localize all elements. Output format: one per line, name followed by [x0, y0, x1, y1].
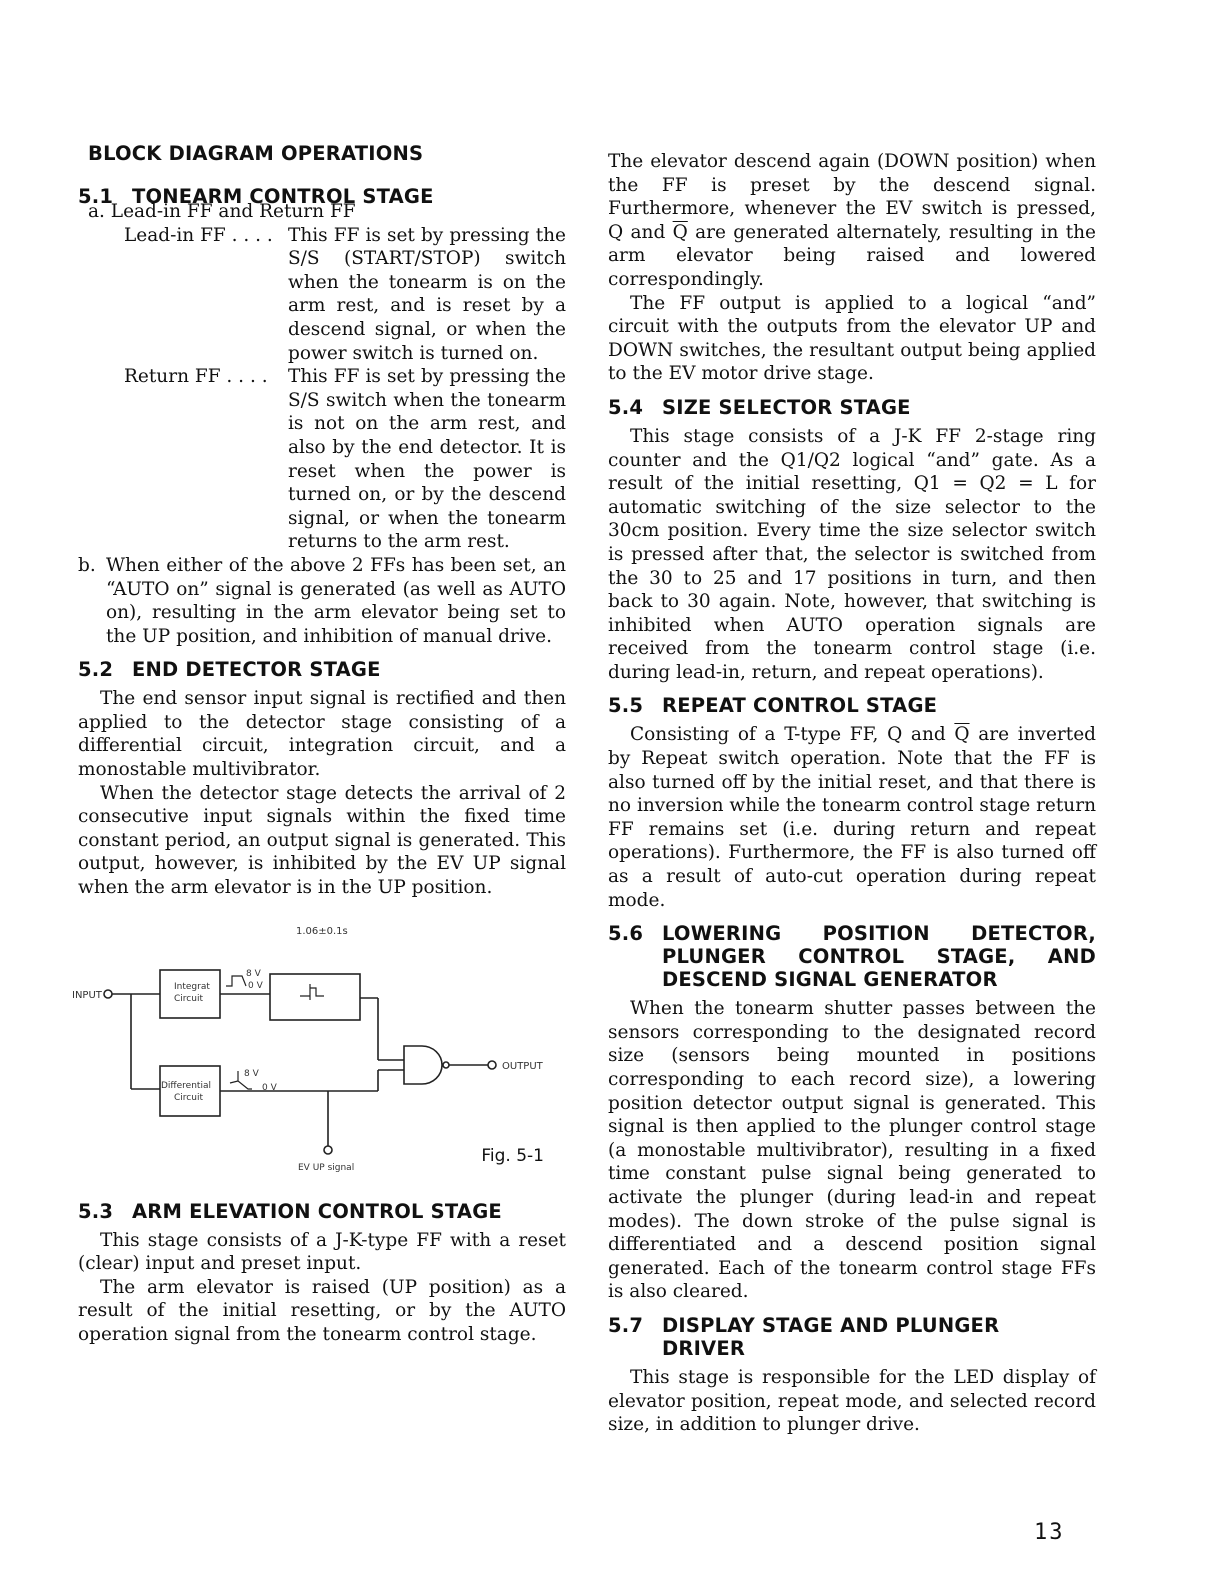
page-heading: BLOCK DIAGRAM OPERATIONS: [88, 142, 424, 165]
section-5-5-paragraph-1: [608, 723, 1096, 912]
section-number: 5.5: [608, 694, 644, 718]
input-label: INPUT: [72, 989, 102, 1001]
q-bar-symbol: $\overline{Q}$: [954, 724, 970, 746]
section-title: [662, 922, 1096, 991]
return-ff-text: This FF is set by pressing the S/S switch when the tonearm is not on the arm rest, and also by the end detector. It is reset when the power is turned on, or by the descend signal, or when the tonearm returns to the arm rest.: [288, 366, 566, 553]
differential-label-2: Circuit: [174, 1092, 203, 1103]
timing-label: 1.06±0.1s: [296, 925, 348, 937]
voltage-8v-top: 8 V: [246, 968, 261, 979]
leadin-ff-label: Lead-in FF . . . .: [124, 224, 273, 246]
evup-terminal: [324, 1146, 332, 1154]
section-5-3-paragraph-2: The arm elevator is raised (UP position) as a result of the initial resetting, or by the AUTO operation signal from the tonearm control stage.: [78, 1276, 566, 1345]
elevation-continued-paragraph-2: The FF output is applied to a logical “and” circuit with the outputs from the elevator UP and DOWN switches, the resultant output being applied to the EV motor drive stage.: [608, 292, 1096, 385]
section-title-line-1: DISPLAY STAGE AND PLUNGER: [662, 1313, 1000, 1337]
return-ff-row: [78, 365, 566, 554]
elevation-continued-paragraph-1: [608, 150, 1096, 292]
right-column: [608, 142, 1096, 1437]
differential-label-1: Differential: [161, 1080, 211, 1091]
section-title: REPEAT CONTROL STAGE: [662, 694, 938, 718]
left-column: [72, 142, 566, 1347]
page-number: 13: [1034, 1520, 1065, 1545]
evup-label: EV UP signal: [298, 1162, 355, 1173]
subitem-b-text: When either of the above 2 FFs has been set, an “AUTO on” signal is generated (as well as AUTO on), resulting in the arm elevator being set to the UP position, and inhibition of manual drive.: [106, 554, 566, 647]
subitem-a-label: a. Lead-in FF and Return FF: [88, 201, 356, 222]
section-5-6-paragraph-1: When the tonearm shutter passes between the sensors corresponding to the designated record size (sensors being mounted in positions corresponding to each record size), a lowering position detector output signal is generated. This signal is then applied to the plunger control stage (a monostable multivibrator), resulting in a fixed time constant pulse signal being generated to activate the plunger (during lead-in and repeat modes). The down stroke of the pulse signal is differentiated and a descend position signal generated. Each of the tonearm control stage FFs is also cleared.: [608, 998, 1096, 1303]
text-run: are inverted by Repeat switch operation. Note that the FF is also turned off by the initial reset, and that there is no inversion while the tonearm control stage return FF remains set (i.e. during return and repeat operations). Furthermore, the FF is also turned off as a result of auto-cut operation during repeat mode.: [608, 724, 1096, 911]
leadin-ff-row: [78, 224, 566, 366]
voltage-0v-top: 0 V: [248, 980, 263, 991]
voltage-0v-bottom: 0 V: [262, 1082, 277, 1093]
subitem-b-label: b.: [78, 554, 96, 576]
output-label: OUTPUT: [502, 1060, 543, 1072]
section-number: 5.2: [78, 658, 114, 682]
output-terminal: [488, 1061, 496, 1069]
section-5-2-paragraph-2: When the detector stage detects the arrival of 2 consecutive input signals within the fixed time constant period, an output signal is generated. This output, however, is inhibited by the EV UP signal when the arm elevator is in the UP position.: [78, 782, 566, 899]
inverter-bubble: [443, 1062, 449, 1068]
section-5-5-heading: [608, 694, 1096, 717]
section-title: END DETECTOR STAGE: [132, 658, 381, 682]
input-terminal: [104, 990, 112, 998]
section-number: 5.7: [608, 1313, 644, 1337]
section-5-4-paragraph-1: This stage consists of a J-K FF 2-stage ring counter and the Q1/Q2 logical “and” gate. As a result of the initial resetting, Q1 = Q2 = L for automatic switching of the size selector to the 30cm position. Every time the size selector switch is pressed after that, the selector is switched from the 30 to 25 and 17 positions in turn, and then back to 30 again. Note, however, that switching is inhibited when AUTO operation signals are received from the tonearm control stage (i.e. during lead-in, return, and repeat operations).: [608, 425, 1096, 683]
section-5-6-heading: [608, 922, 1096, 991]
figure-caption: Fig. 5-1: [481, 1145, 544, 1166]
differential-circuit-box: [160, 1066, 220, 1116]
section-5-3-heading: [78, 1200, 566, 1223]
voltage-8v-bottom: 8 V: [244, 1068, 259, 1079]
section-title-line-2: DRIVER: [662, 1336, 746, 1360]
section-title: [662, 1314, 1096, 1360]
integrating-label-2: Circuit: [174, 993, 203, 1004]
q-bar-symbol: $\overline{Q}$: [672, 221, 688, 243]
text-run: are generated alternately, resulting in the arm elevator being raised and lowered correspondingly.: [608, 221, 1096, 290]
section-number: 5.6: [608, 922, 644, 946]
and-gate: [404, 1046, 442, 1084]
section-title: TONEARM CONTROL STAGE: [132, 185, 434, 208]
section-title: SIZE SELECTOR STAGE: [662, 395, 911, 419]
integrating-label-1: Integrat: [174, 981, 210, 992]
section-title-line-1: LOWERING POSITION DETECTOR,: [662, 922, 1096, 946]
section-5-2-heading: [78, 658, 566, 681]
section-title-line-3: DESCEND SIGNAL GENERATOR: [662, 968, 998, 992]
section-number: 5.3: [78, 1199, 114, 1223]
text-run: Consisting of a T-type FF, Q and: [630, 724, 955, 746]
section-5-3-paragraph-1: This stage consists of a J-K-type FF with a reset (clear) input and preset input.: [78, 1229, 566, 1275]
section-title-line-2: PLUNGER CONTROL STAGE, AND: [662, 945, 1096, 969]
monostable-box: [270, 974, 360, 1020]
return-ff-label: Return FF . . . .: [124, 366, 268, 388]
section-5-7-heading: [608, 1314, 1096, 1360]
section-number: 5.4: [608, 395, 644, 419]
section-5-2-paragraph-1: The end sensor input signal is rectified and then applied to the detector stage consisting of a differential circuit, integration circuit, and a monostable multivibrator.: [78, 688, 566, 781]
section-5-7-paragraph-1: This stage is responsible for the LED display of elevator position, repeat mode, and selected record size, in addition to plunger drive.: [608, 1366, 1096, 1436]
section-title: ARM ELEVATION CONTROL STAGE: [132, 1199, 502, 1223]
leadin-ff-text: This FF is set by pressing the S/S (START/STOP) switch when the tonearm is on the arm rest, and is reset by a descend signal, or when the power switch is turned on.: [288, 224, 566, 364]
text-run: The elevator descend again (DOWN position) when the FF is preset by the descend signal. Furthermore, whenever the EV switch is pressed, Q and: [608, 151, 1096, 243]
section-number: 5.1: [78, 185, 114, 208]
subitem-b: [78, 554, 566, 648]
section-5-4-heading: [608, 396, 1096, 419]
block-diagram-figure: [72, 918, 560, 1188]
